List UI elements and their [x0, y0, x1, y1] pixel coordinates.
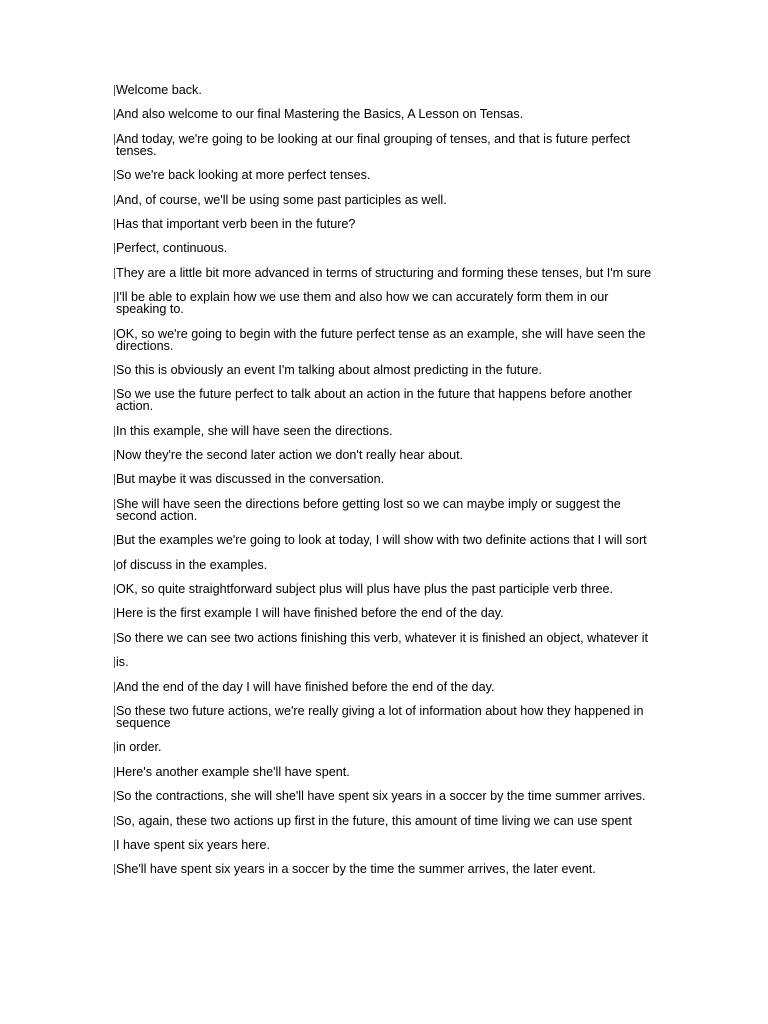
transcript-line: And also welcome to our final Mastering the Basics, A Lesson on Tensas.: [114, 108, 654, 120]
transcript-line: OK, so quite straightforward subject plus will plus have plus the past participle verb three.: [114, 583, 654, 595]
transcript-line: Here's another example she'll have spent.: [114, 766, 654, 778]
transcript-line: So we use the future perfect to talk about an action in the future that happens before another action.: [114, 388, 654, 412]
transcript-line: And, of course, we'll be using some past participles as well.: [114, 194, 654, 206]
transcript-line: Perfect, continuous.: [114, 242, 654, 254]
transcript-line: in order.: [114, 741, 654, 753]
transcript-line: She will have seen the directions before getting lost so we can maybe imply or suggest the second action.: [114, 498, 654, 522]
transcript-line: They are a little bit more advanced in terms of structuring and forming these tenses, but I'm sure: [114, 267, 654, 279]
transcript-line: Has that important verb been in the future?: [114, 218, 654, 230]
transcript-line: She'll have spent six years in a soccer by the time the summer arrives, the later event.: [114, 863, 654, 875]
transcript-line: I have spent six years here.: [114, 839, 654, 851]
transcript-line: So there we can see two actions finishing this verb, whatever it is finished an object, whatever it: [114, 632, 654, 644]
transcript-line: So we're back looking at more perfect tenses.: [114, 169, 654, 181]
transcript-line: is.: [114, 656, 654, 668]
transcript-line: of discuss in the examples.: [114, 559, 654, 571]
transcript-line: But maybe it was discussed in the conversation.: [114, 473, 654, 485]
transcript-line: But the examples we're going to look at today, I will show with two definite actions that I will sort: [114, 534, 654, 546]
transcript-body: [114, 84, 654, 888]
transcript-line: Now they're the second later action we don't really hear about.: [114, 449, 654, 461]
transcript-line: So these two future actions, we're really giving a lot of information about how they happened in sequence: [114, 705, 654, 729]
transcript-line: Welcome back.: [114, 84, 654, 96]
transcript-line: Here is the first example I will have finished before the end of the day.: [114, 607, 654, 619]
transcript-line: OK, so we're going to begin with the future perfect tense as an example, she will have seen the directions.: [114, 328, 654, 352]
transcript-line: And the end of the day I will have finished before the end of the day.: [114, 681, 654, 693]
transcript-line: In this example, she will have seen the directions.: [114, 425, 654, 437]
transcript-line: So, again, these two actions up first in the future, this amount of time living we can use spent: [114, 815, 654, 827]
transcript-line: And today, we're going to be looking at our final grouping of tenses, and that is future perfect tenses.: [114, 133, 654, 157]
transcript-line: So the contractions, she will she'll have spent six years in a soccer by the time summer arrives.: [114, 790, 654, 802]
transcript-line: So this is obviously an event I'm talking about almost predicting in the future.: [114, 364, 654, 376]
transcript-line: I'll be able to explain how we use them and also how we can accurately form them in our speaking to.: [114, 291, 654, 315]
